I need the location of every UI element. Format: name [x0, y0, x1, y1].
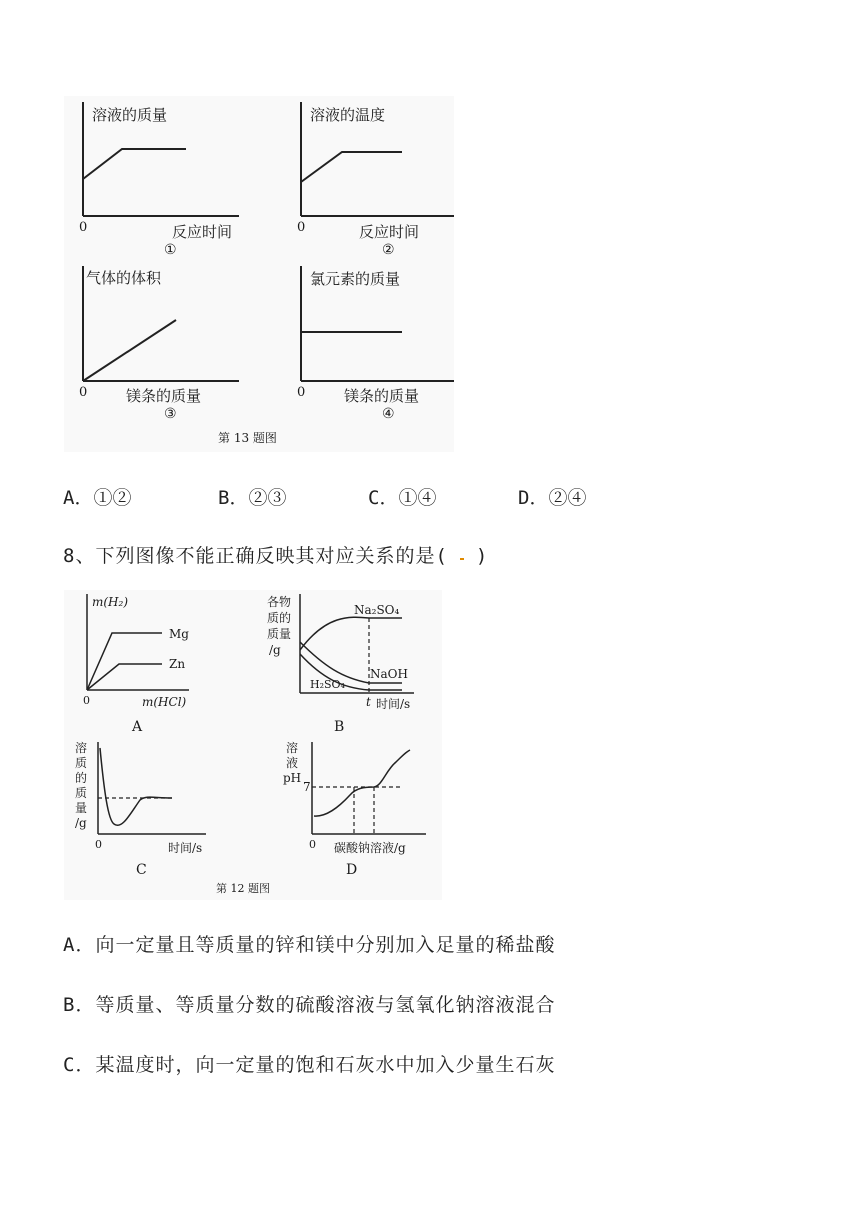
option-letter: B． [218, 487, 249, 509]
panel-c [75, 740, 206, 878]
panel-3 [79, 266, 239, 422]
panel-c-origin: 0 [95, 838, 102, 851]
panel-1-xlabel: 反应时间 [172, 223, 233, 241]
panel-1 [79, 102, 239, 258]
panel-c-ylabel-2: 质 [75, 756, 88, 770]
q7-option-b [218, 483, 286, 510]
question-8-stem [63, 541, 488, 568]
q7-option-d [518, 483, 586, 510]
q8-option-a: A．向一定量且等质量的锌和镁中分别加入足量的稀盐酸 [63, 934, 556, 956]
panel-a-origin: 0 [83, 694, 90, 707]
figure-12-caption: 第 12 题图 [216, 882, 270, 895]
panel-b-ylabel-4: /g [269, 643, 281, 657]
panel-c-letter: C [136, 862, 147, 878]
panel-1-ylabel: 溶液的质量 [92, 106, 168, 124]
panel-3-ylabel: 气体的体积 [86, 269, 162, 287]
panel-d-curve [314, 750, 410, 816]
panel-d-ylabel-2: 液 [286, 756, 299, 770]
panel-d-xlabel: 碳酸钠溶液/g [334, 841, 406, 855]
option-text: ②③ [248, 487, 287, 509]
panel-a-label-mg: Mg [169, 627, 189, 641]
option-text: ①④ [398, 487, 437, 509]
panel-b-letter: B [334, 719, 345, 735]
panel-c-ylabel-4: 质 [75, 786, 88, 800]
panel-a-ylabel: m(H₂) [92, 595, 129, 609]
panel-3-number: ③ [164, 406, 177, 422]
panel-2 [297, 102, 454, 258]
panel-3-curve [83, 320, 176, 381]
option-letter: A． [63, 487, 94, 509]
option-letter: D． [518, 487, 549, 509]
figure-13 [64, 96, 454, 452]
panel-d [283, 740, 426, 878]
panel-c-ylabel-5: 量 [75, 801, 88, 815]
panel-b-ylabel-3: 质量 [267, 627, 292, 641]
panel-c-ylabel-6: /g [75, 816, 87, 830]
panel-d-ylabel-3: pH [283, 771, 302, 785]
panel-b-na2so4-curve [300, 617, 402, 650]
q7-option-a [63, 483, 131, 510]
panel-c-ylabel-1: 溶 [75, 741, 88, 755]
panel-4-origin: 0 [297, 385, 306, 400]
panel-1-number: ① [164, 242, 177, 258]
panel-2-xlabel: 反应时间 [359, 223, 420, 241]
panel-2-origin: 0 [297, 220, 306, 235]
q8-option-b: B．等质量、等质量分数的硫酸溶液与氢氧化钠溶液混合 [63, 994, 556, 1016]
panel-d-letter: D [346, 862, 358, 878]
panel-c-xlabel: 时间/s [168, 841, 203, 855]
panel-b-ylabel-2: 质的 [267, 611, 292, 625]
panel-b-label-naoh: NaOH [370, 667, 408, 681]
option-text: ②④ [548, 487, 587, 509]
figure-13-graphic [64, 96, 454, 452]
panel-c-ylabel-3: 的 [75, 771, 88, 785]
panel-a-label-zn: Zn [169, 657, 186, 671]
panel-d-ytick-7: 7 [303, 780, 311, 794]
panel-d-ylabel-1: 溶 [286, 741, 299, 755]
panel-a [83, 594, 189, 735]
option-letter: C． [368, 487, 399, 509]
panel-b-tick-t: t [366, 695, 371, 709]
panel-2-curve [301, 152, 402, 182]
panel-a-letter: A [132, 719, 143, 735]
figure-13-caption: 第 13 题图 [218, 431, 277, 445]
panel-b [267, 594, 414, 735]
panel-b-label-h2so4: H₂SO₄ [310, 678, 345, 691]
q8-option-c: C．某温度时，向一定量的饱和石灰水中加入少量生石灰 [63, 1054, 556, 1076]
question-8-text: 8、下列图像不能正确反映其对应关系的是( [63, 545, 448, 567]
panel-c-curve [100, 748, 172, 825]
panel-1-origin: 0 [79, 220, 88, 235]
panel-3-xlabel: 镁条的质量 [126, 387, 202, 405]
panel-2-ylabel: 溶液的温度 [310, 106, 386, 124]
panel-b-xlabel: 时间/s [376, 697, 411, 711]
question-8-close-paren: ) [475, 545, 489, 567]
panel-d-origin: 0 [309, 838, 316, 851]
option-text: ①② [93, 487, 132, 509]
panel-b-ylabel-1: 各物 [267, 595, 292, 609]
panel-4-xlabel: 镁条的质量 [344, 387, 420, 405]
panel-4-number: ④ [382, 406, 395, 422]
panel-2-number: ② [382, 242, 395, 258]
figure-12 [64, 590, 442, 900]
figure-12-graphic [64, 590, 442, 900]
q7-option-c [368, 483, 436, 510]
panel-3-origin: 0 [79, 385, 88, 400]
panel-4-ylabel: 氯元素的质量 [310, 270, 401, 288]
panel-a-zn-curve [87, 664, 162, 690]
panel-4 [297, 266, 454, 422]
panel-b-label-na2so4: Na₂SO₄ [354, 603, 400, 617]
panel-1-curve [83, 149, 186, 179]
panel-a-xlabel: m(HCl) [142, 695, 187, 709]
